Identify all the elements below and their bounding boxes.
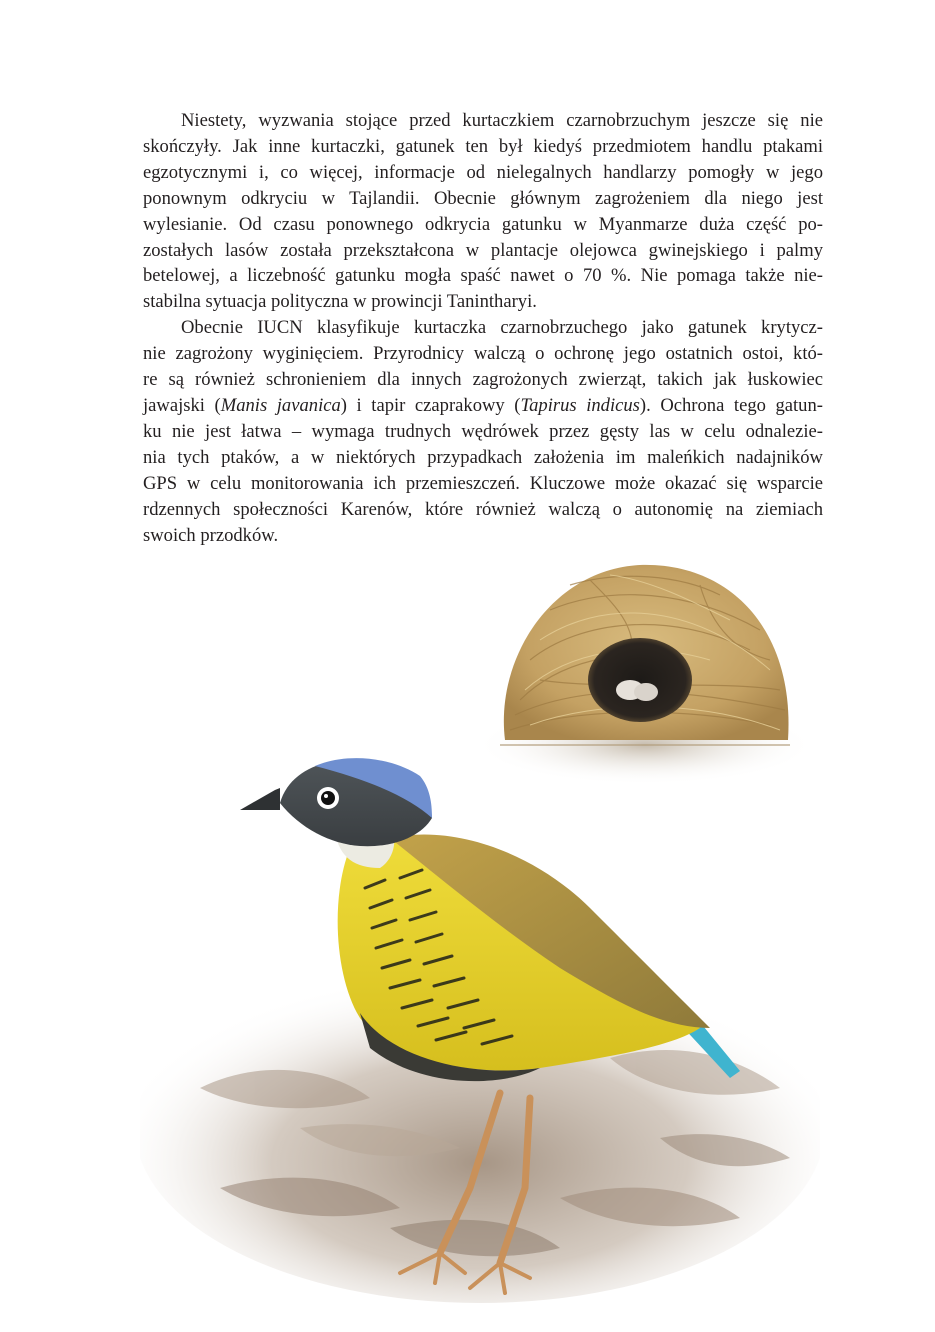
text-line: betelowej, a liczebność gatunku mogła spaść nawet o 70 %. Nie pomaga także nie-	[143, 265, 823, 287]
text-line: Obecnie IUCN klasyfikuje kurtaczka czarnobrzuchego jako gatunek krytycz-	[181, 317, 823, 339]
text-line: skończyły. Jak inne kurtaczki, gatunek ten był kiedyś przedmiotem handlu ptakami	[143, 135, 823, 157]
text-run: ) i tapir czaprakowy (	[340, 394, 521, 416]
text-line: Niestety, wyzwania stojące przed kurtaczkiem czarnobrzuchym jeszcze się nie	[181, 110, 823, 131]
text-run: jawajski (	[143, 394, 221, 416]
text-line: stabilna sytuacja polityczna w prowincji Tanintharyi.	[143, 291, 537, 313]
text-line: swoich przodków.	[143, 524, 279, 546]
species-name-manis: Manis javanica	[220, 394, 341, 416]
paragraph-1	[143, 108, 823, 315]
text-line: GPS w celu monitorowania ich przemieszczeń. Kluczowe może okazać się wsparcie	[143, 472, 823, 494]
species-name-tapirus: Tapirus indicus	[520, 394, 640, 416]
body-text	[143, 108, 823, 548]
text-line: nie zagrożony wyginięciem. Przyrodnicy walczą o ochronę jego ostatnich ostoi, któ-	[143, 343, 823, 365]
pitta-bird-illustration	[140, 728, 820, 1318]
text-line: egzotycznymi i, co więcej, informacje od nielegalnych handlarzy pomogły w jego	[143, 161, 823, 183]
text-line: nia tych ptaków, a w niektórych przypadkach założenia im maleńkich nadajników	[143, 446, 823, 468]
text-run: ). Ochrona tego gatun-	[639, 394, 823, 416]
text-line: ku nie jest łatwa – wymaga trudnych wędrówek przez gęsty las w celu odnalezie-	[143, 420, 823, 442]
text-line: wylesianie. Od czasu ponownego odkrycia gatunku w Myanmarze duża część po-	[143, 213, 823, 235]
text-line: zostałych lasów została przekształcona w plantacje olejowca gwinejskiego i palmy	[143, 239, 823, 261]
text-line: rdzennych społeczności Karenów, które również walczą o autonomię na ziemiach	[143, 498, 823, 520]
text-line: ponownym odkryciu w Tajlandii. Obecnie głównym zagrożeniem dla niego jest	[143, 187, 823, 209]
text-line: re są również schronieniem dla innych zagrożonych zwierząt, takich jak łuskowiec	[143, 369, 823, 391]
paragraph-2	[143, 315, 823, 548]
text-line	[143, 393, 823, 419]
